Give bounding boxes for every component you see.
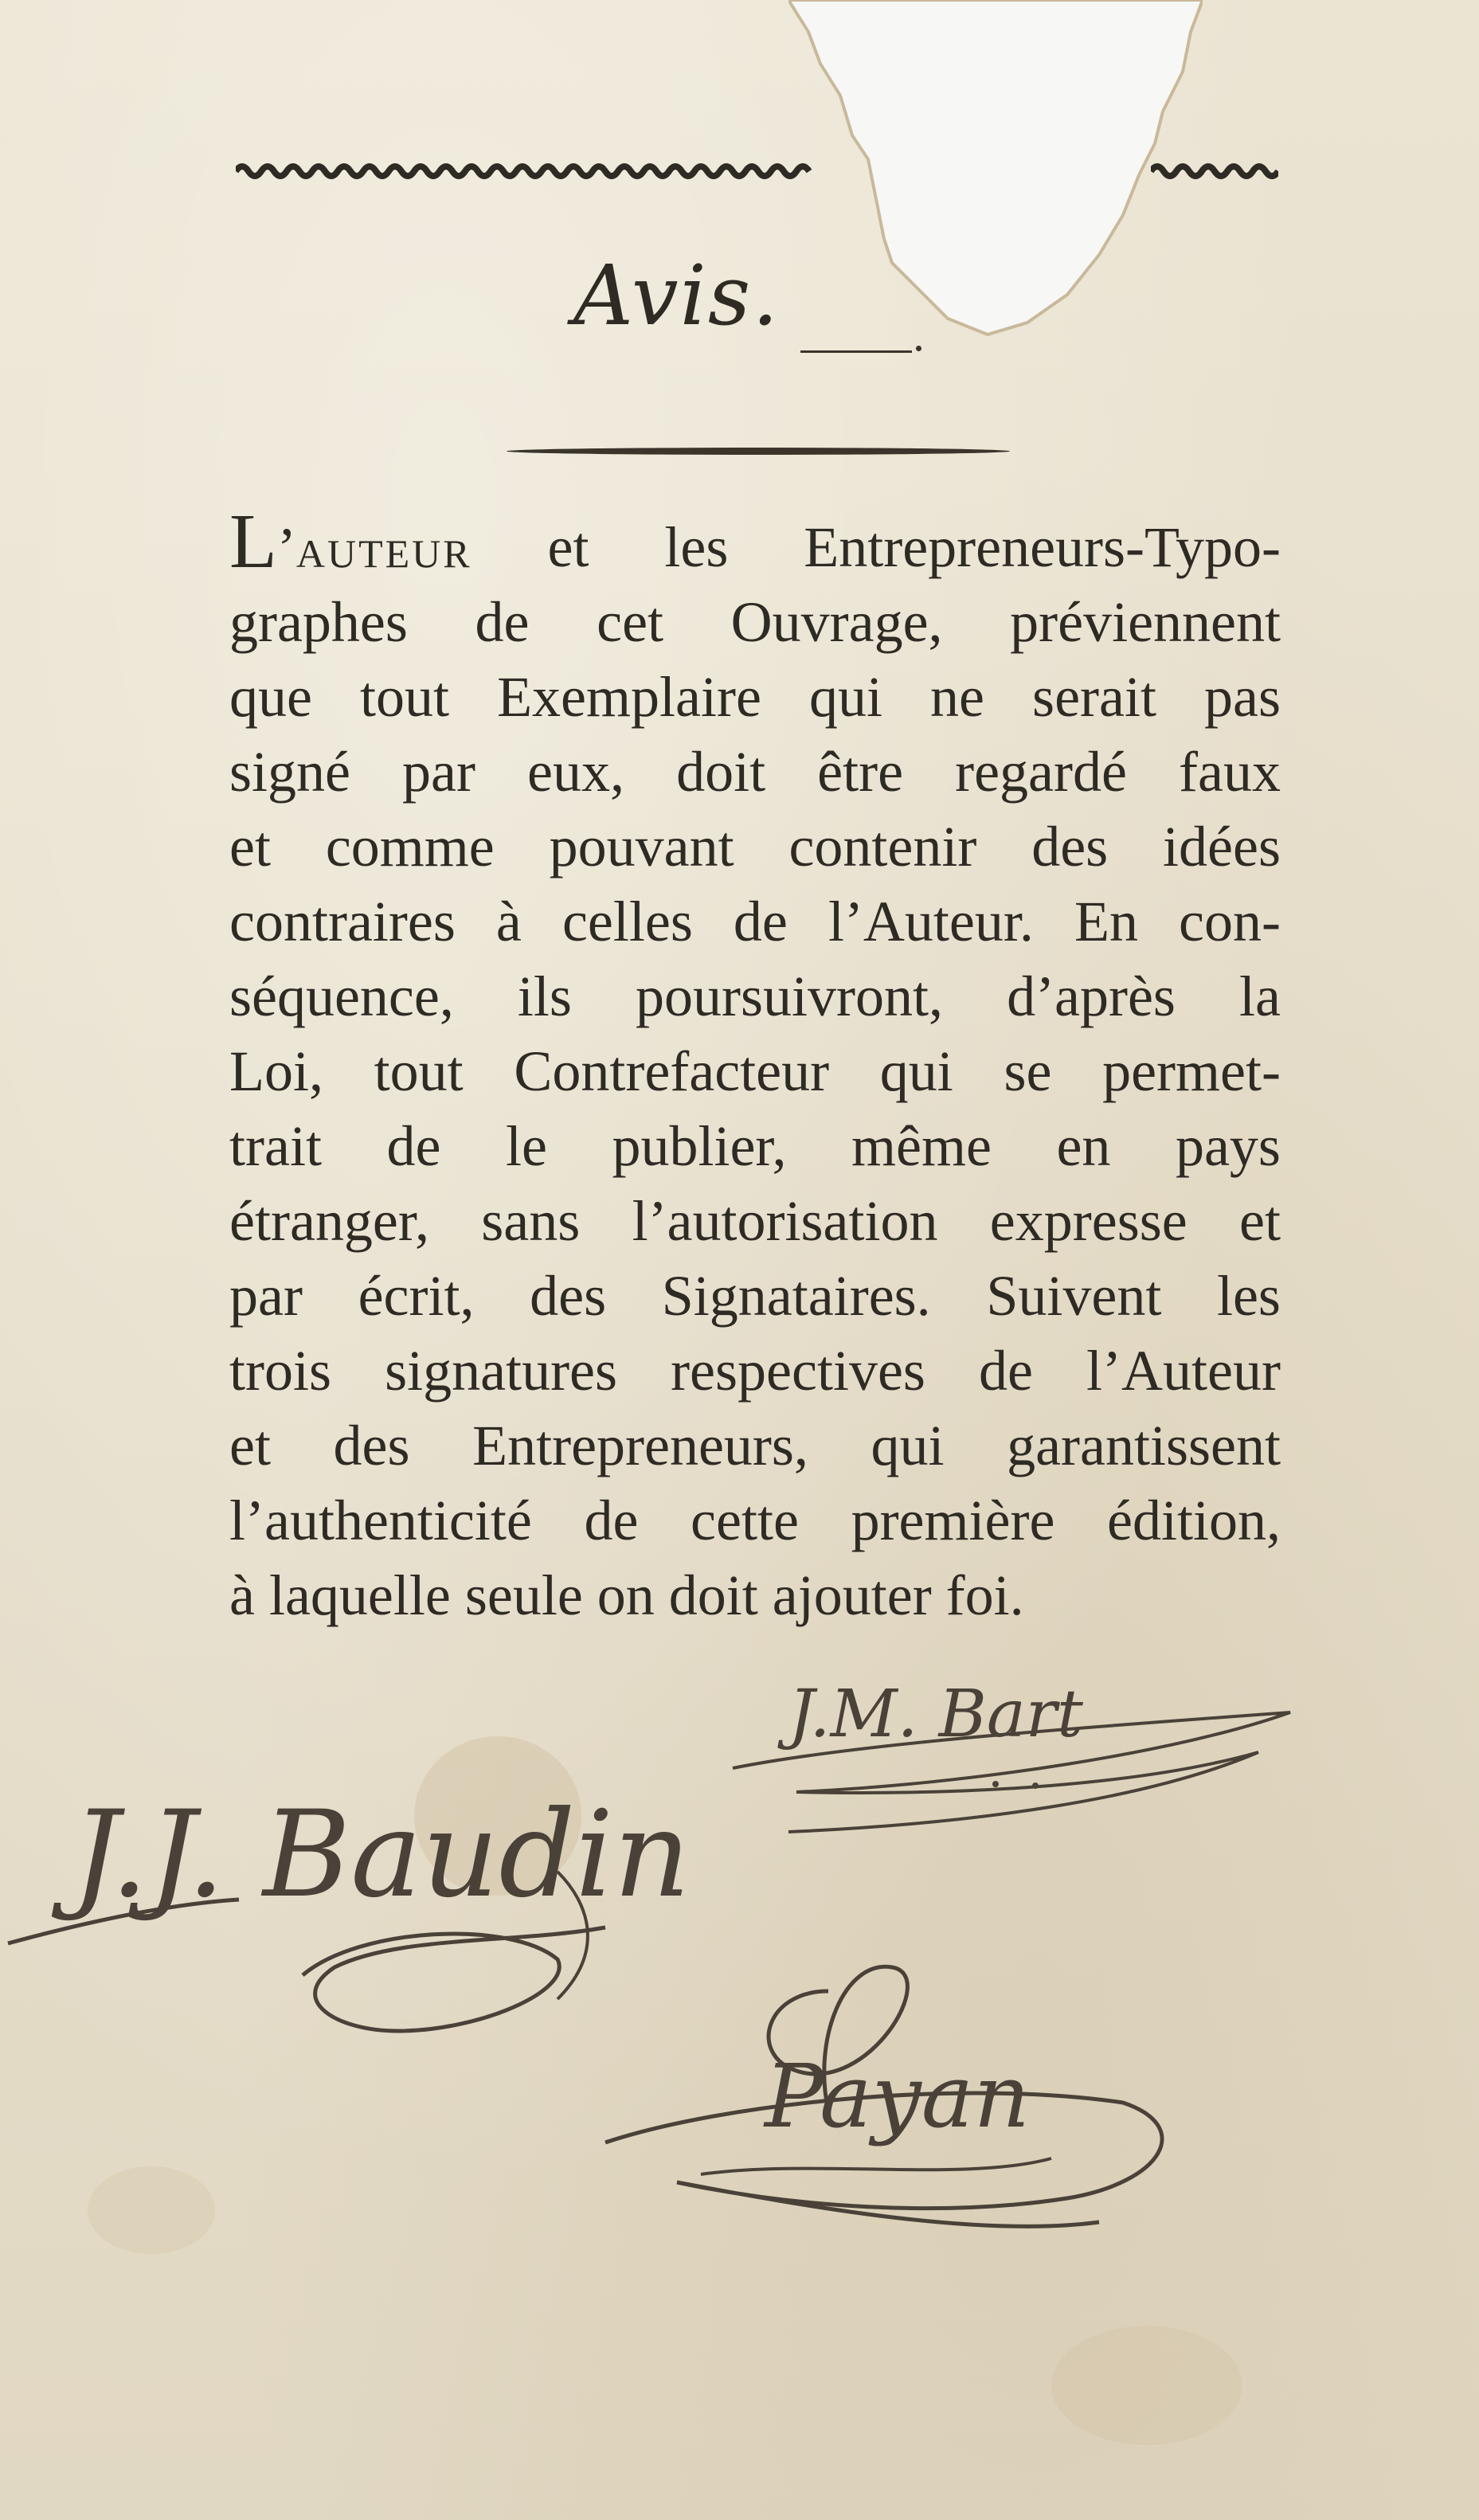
word: expresse	[989, 1189, 1188, 1253]
word: que	[229, 665, 312, 729]
word: par	[402, 740, 475, 804]
word: pays	[1175, 1114, 1281, 1178]
word: con-	[1179, 890, 1281, 953]
word: Exemplaire	[497, 665, 761, 729]
word: faux	[1179, 740, 1281, 804]
word: l’Auteur	[1086, 1339, 1281, 1403]
word: contraires	[229, 890, 456, 953]
word: regardé	[955, 740, 1127, 804]
dropcap: L	[229, 499, 277, 585]
word: signatures	[385, 1339, 618, 1403]
paper-stain	[88, 2166, 215, 2254]
word: contenir	[788, 815, 977, 878]
word: comme	[325, 815, 495, 878]
word: cet	[597, 590, 664, 654]
word: être	[817, 740, 904, 804]
word: ne	[930, 665, 984, 729]
text-line-last: à laquelle seule on doit ajouter foi.	[229, 1563, 1024, 1627]
text-line	[229, 1333, 1281, 1408]
text-line	[229, 959, 1281, 1034]
text-line	[229, 1184, 1281, 1258]
word: trois	[229, 1339, 332, 1403]
word: eux,	[527, 740, 625, 804]
smallcaps-word: AUTEUR	[295, 531, 472, 576]
text-line	[229, 1109, 1281, 1184]
signature-baudin-text: J.J. Baudin	[72, 1786, 691, 1924]
word: par	[229, 1264, 303, 1328]
text-line	[229, 499, 1281, 585]
text-line	[229, 884, 1281, 959]
word: signé	[229, 740, 350, 804]
word: et	[229, 1414, 271, 1477]
word: permet-	[1102, 1039, 1281, 1103]
word: ils	[517, 965, 572, 1028]
word: tout	[374, 1039, 464, 1103]
word: à	[495, 890, 522, 953]
word: trait	[229, 1114, 322, 1178]
word: l’authenticité	[229, 1489, 532, 1552]
word: garantissent	[1007, 1414, 1281, 1477]
word: publier,	[612, 1114, 787, 1178]
word: doit	[676, 740, 766, 804]
word: première	[851, 1489, 1055, 1552]
word: d’après	[1007, 965, 1176, 1028]
signature-baudin	[0, 1728, 701, 2079]
opening-phrase	[229, 499, 472, 585]
word: Entrepreneurs,	[472, 1414, 808, 1477]
ornament-rule-left	[236, 159, 820, 183]
signature-payan-text: Payan	[765, 2045, 1031, 2147]
word: de	[386, 1114, 441, 1178]
word: poursuivront,	[636, 965, 943, 1028]
word: Loi,	[229, 1039, 323, 1103]
word: des	[1031, 815, 1109, 878]
signature-bart	[733, 1665, 1306, 1872]
title-underline	[800, 350, 912, 353]
word: des	[333, 1414, 410, 1477]
signature-payan	[605, 1943, 1211, 2278]
word: tout	[360, 665, 450, 729]
word: même	[851, 1114, 992, 1178]
word: sans	[481, 1189, 581, 1253]
word: pas	[1204, 665, 1281, 729]
word: en	[1056, 1114, 1111, 1178]
word: celles	[561, 890, 693, 953]
word: idées	[1163, 815, 1281, 878]
word: de	[979, 1339, 1033, 1403]
text-line	[229, 809, 1281, 884]
word: des	[530, 1264, 607, 1328]
title-dot	[916, 346, 921, 351]
word: qui	[879, 1039, 953, 1103]
word: de	[733, 890, 788, 953]
word: respectives	[671, 1339, 925, 1403]
word: qui	[808, 665, 882, 729]
word: et	[229, 815, 271, 878]
text-line	[229, 585, 1281, 659]
word: le	[505, 1114, 547, 1178]
word: l’autorisation	[632, 1189, 938, 1253]
word: les	[664, 515, 729, 579]
text-line	[229, 1483, 1281, 1558]
word: séquence,	[229, 965, 454, 1028]
word: Suivent	[986, 1264, 1162, 1328]
signature-bart-text: J.M. Bart	[788, 1677, 1083, 1752]
text-line	[229, 734, 1281, 809]
word: préviennent	[1010, 590, 1281, 654]
page-title: Avis.	[573, 247, 781, 344]
text-line	[229, 1258, 1281, 1333]
word: la	[1239, 965, 1281, 1028]
word: étranger,	[229, 1189, 429, 1253]
word: et	[1239, 1189, 1281, 1253]
text-line	[229, 659, 1281, 734]
word: Signataires.	[661, 1264, 931, 1328]
word: et	[547, 515, 589, 579]
word: cette	[691, 1489, 799, 1552]
word: édition,	[1107, 1489, 1281, 1552]
word: les	[1216, 1264, 1281, 1328]
word: En	[1074, 890, 1138, 953]
word: serait	[1032, 665, 1156, 729]
word: graphes	[229, 590, 408, 654]
text-line	[229, 1034, 1281, 1109]
word: se	[1004, 1039, 1052, 1103]
ornament-rule-right	[1151, 159, 1278, 183]
apostrophe: ’	[276, 516, 296, 580]
title-rule	[507, 448, 1010, 455]
paper-stain	[1051, 2326, 1242, 2445]
word: de	[475, 590, 530, 654]
word: écrit,	[358, 1264, 475, 1328]
word: Ouvrage,	[730, 590, 943, 654]
torn-paper-hole	[788, 0, 1203, 342]
text-line	[229, 1408, 1281, 1483]
word: de	[584, 1489, 639, 1552]
word: Contrefacteur	[514, 1039, 830, 1103]
word: qui	[871, 1414, 945, 1477]
notice-text	[229, 499, 1281, 1633]
word: Entrepreneurs-Typo-	[804, 515, 1281, 579]
word: l’Auteur.	[828, 890, 1034, 953]
word: pouvant	[549, 815, 734, 878]
